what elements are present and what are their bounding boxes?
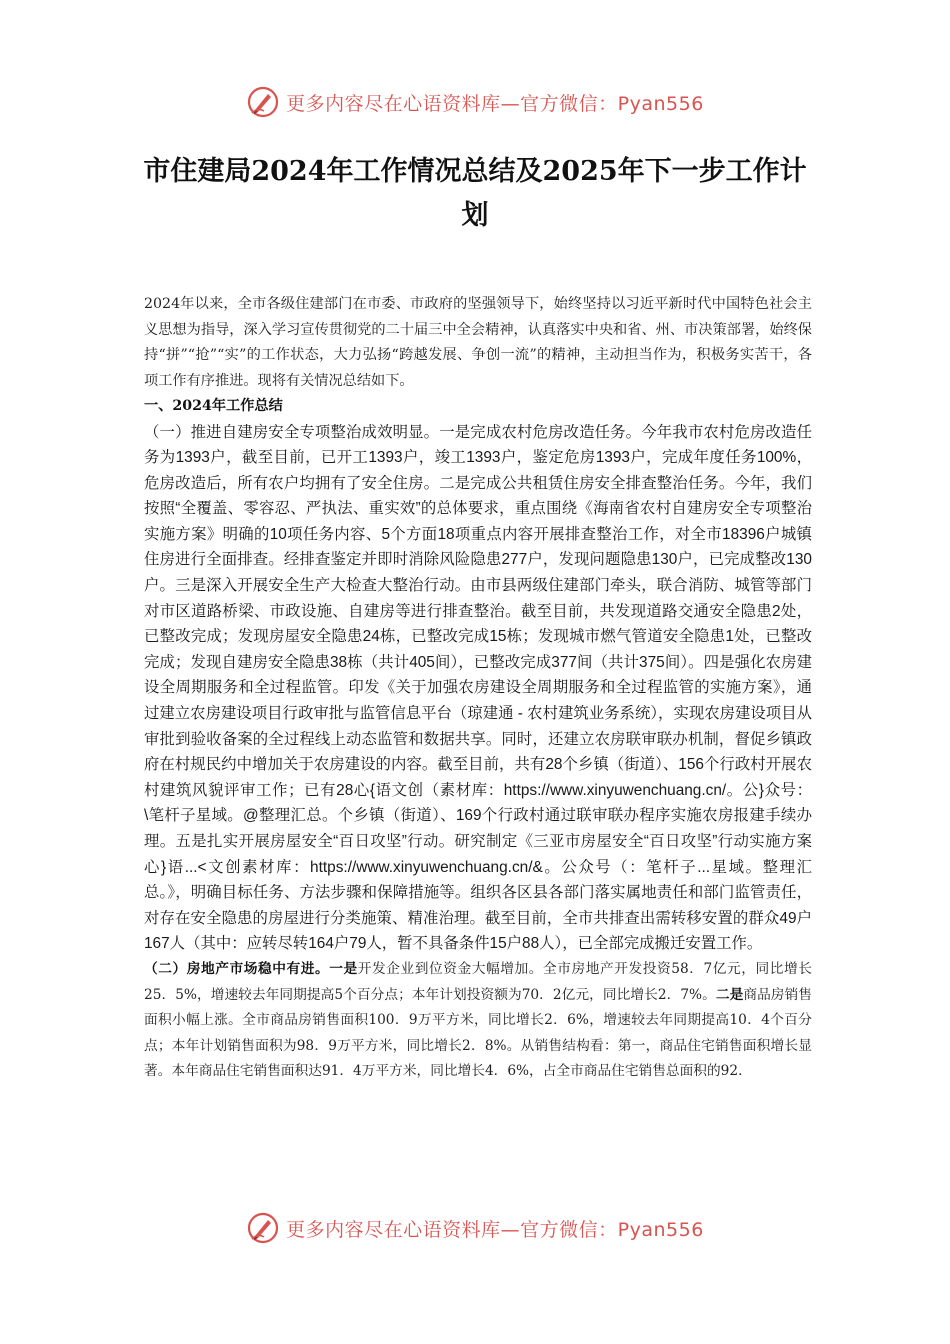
- watermark-text: 更多内容尽在心语资料库—官方微信：Pyan556: [286, 92, 704, 115]
- watermark-text: 更多内容尽在心语资料库—官方微信：Pyan556: [286, 1218, 704, 1241]
- pen-logo-icon: [246, 85, 280, 119]
- section-heading: 一、2024年工作总结: [144, 398, 283, 414]
- document-title: 市住建局2024年工作情况总结及2025年下一步工作计划: [143, 156, 807, 231]
- section2-text-2: 商品房销售面积小幅上涨。全市商品房销售面积100．9万平方米，同比增长2．6%，增速较去年同期提高10．4个百分点；本年计划销售面积为98．9万平方米，同比增长2．8%。从销售结构看：第一，商品住宅销售面积增长显著。本年商品住宅销售面积达91．4万平方米，同比增长4．6%，占全市商品住宅销售总面积的92．: [144, 986, 812, 1080]
- watermark-banner-bottom: [0, 1208, 950, 1248]
- section2-lead-1: 一是: [329, 960, 358, 977]
- watermark-banner-top: [0, 82, 950, 122]
- pen-logo-icon: [246, 1211, 280, 1245]
- section2-text-1: 开发企业到位资金大幅增加。全市房地产开发投资58．7亿元，同比增长25．5%，增速较去年同期提高5个百分点；本年计划投资额为70．2亿元，同比增长2．7%。: [144, 960, 812, 1003]
- section2-lead-2: 二是: [715, 986, 744, 1003]
- section1-paragraph: （一）推进自建房安全专项整治成效明显。一是完成农村危房改造任务。今年我市农村危房改造任务为1393户，截至目前，已开工1393户，竣工1393户，鉴定危房1393户，完成年度任务100%，危房改造后，所有农户均拥有了安全住房。二是完成公共租赁住房安全排查整治任务。今年，我们按照“全覆盖、零容忍、严执法、重实效”的总体要求，重点围绕《海南省农村自建房安全专项整治实施方案》明确的10项任务内容、5个方面18项重点内容开展排查整治工作，对全市18396户城镇住房进行全面排查。经排查鉴定并即时消除风险隐患277户，发现问题隐患130户，已完成整改130户。三是深入开展安全生产大检查大整治行动。由市县两级住建部门牵头，联合消防、城管等部门对市区道路桥梁、市政设施、自建房等进行排查整治。截至目前，共发现道路交通安全隐患2处，已整改完成；发现房屋安全隐患24栋，已整改完成15栋；发现城市燃气管道安全隐患1处，已整改完成；发现自建房安全隐患38栋（共计405间），已整改完成377间（共计375间）。四是强化农房建设全周期服务和全过程监管。印发《关于加强农房建设全周期服务和全过程监管的实施方案》，通过建立农房建设项目行政审批与监管信息平台（琼建通 - 农村建筑业务系统），实现农房建设项目从审批到验收备案的全过程线上动态监管和数据共享。同时，还建立农房联审联办机制，督促乡镇政府在村规民约中增加关于农房建设的内容。截至目前，共有28个乡镇（街道）、156个行政村开展农村建筑风貌评审工作；已有28心{语文创（素材库：https://www.xinyuwenchuang.cn/。公}众号：\笔杆子星域。@整理汇总。个乡镇（街道）、169个行政村通过联审联办程序实施农房报建手续办理。五是扎实开展房屋安全“百日攻坚”行动。研究制定《三亚市房屋安全“百日攻坚”行动实施方案心}语...<文创素材库：https://www.xinyuwenchuang.cn/&。公众号（：笔杆子...星域。整理汇总。》，明确目标任务、方法步骤和保障措施等。组织各区县各部门落实属地责任和部门监管责任，对存在安全隐患的房屋进行分类施策、精准治理。截至目前，全市共排查出需转移安置的群众49户167人（其中：应转尽转164户79人，暂不具备条件15户88人），已全部完成搬迁安置工作。: [144, 423, 812, 953]
- section2-paragraph: [144, 957, 812, 1085]
- document-body: [144, 292, 812, 1085]
- intro-paragraph: 2024年以来，全市各级住建部门在市委、市政府的坚强领导下，始终坚持以习近平新时代中国特色社会主义思想为指导，深入学习宣传贯彻党的二十届三中全会精神，认真落实中央和省、州、市决策部署，始终保持“拼”“抢”“实”的工作状态，大力弘扬“跨越发展、争创一流”的精神，主动担当作为，积极务实苦干，各项工作有序推进。现将有关情况总结如下。: [144, 296, 812, 389]
- section2-label: （二）房地产市场稳中有进。: [144, 960, 330, 977]
